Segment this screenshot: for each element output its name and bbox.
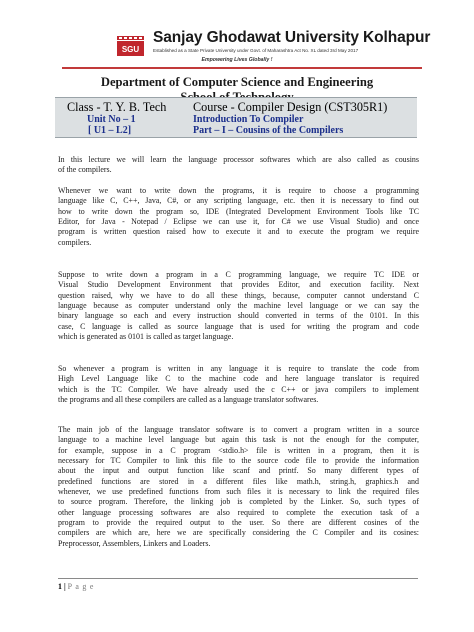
- part-title: Part – I – Cousins of the Compilers: [193, 125, 344, 136]
- paragraph: [58, 425, 419, 549]
- paragraph-line: The main job of the language translator software is to convert a program written in a source: [58, 425, 419, 434]
- paragraph-line: the programs and all these compilers are called as a language translator softwares.: [58, 395, 319, 405]
- paragraph-line: compilers are which are, here we are specifically considering the C Compiler and its cosines:: [58, 528, 419, 538]
- page-footer: [58, 582, 94, 591]
- paragraph-line: Preprocessor, Assemblers, Linkers and Loaders.: [58, 538, 211, 548]
- paragraph-line: language to a machine level language but again this task is not the enough for the computer,: [58, 435, 419, 445]
- university-logo: [115, 34, 146, 58]
- paragraph-line: about the input and output function like scanf and printf. So many different types of: [58, 466, 419, 476]
- unit-title: Introduction To Compiler: [193, 114, 304, 125]
- paragraph-line: to source program. Therefore, the linking job is completed by the Linker. So, such types of: [58, 497, 419, 507]
- paragraph-line: In this lecture we will learn the language processor softwares which are also called as cousins: [58, 155, 419, 164]
- paragraph: [58, 364, 419, 405]
- paragraph-line: Editor, for Java - Notepad / Eclipse we can use it, for C# we use Visual Studio) and once: [58, 217, 419, 227]
- footer-divider: [58, 578, 418, 579]
- paragraph-line: how to write down the program so, IDE (Integrated Development Environment Tools like TC: [58, 206, 419, 216]
- paragraph-line: program is written question raised how to execute it and to execute the program we require: [58, 227, 419, 237]
- paragraph-line: So whenever a program is written in any language it is require to translate the code from: [58, 364, 419, 373]
- paragraph-line: other language processing softwares are also required to complete the execution task of a: [58, 507, 419, 517]
- university-name: Sanjay Ghodawat University Kolhapur: [153, 29, 431, 46]
- department-title: Department of Computer Science and Engineering: [100, 75, 374, 89]
- paragraph-line: binary language so each and every instruction should converted in terms of the 0101. In this: [58, 311, 419, 321]
- paragraph: [58, 155, 419, 176]
- paragraph-line: whenever, we use predefined functions from such files it is necessary to link the required files: [58, 487, 419, 497]
- unit-number: Unit No – 1: [87, 114, 136, 125]
- paragraph-line: for example, suppose in a C program <stdio.h> file is written in a program, then it is: [58, 445, 419, 455]
- header-divider: [62, 67, 422, 69]
- paragraph-line: language like C, C++, Java, C#, or any scripting language, etc. then it is necessary to find out: [58, 196, 419, 206]
- paragraph-line: Suppose to write down a program in a C programming language, we require TC IDE or: [58, 270, 419, 279]
- page-label: P a g e: [67, 582, 95, 591]
- logo-text: SGU: [121, 45, 140, 54]
- paragraph-line: predefined functions are stored in a different files like math.h, string.h, graphics.h and: [58, 476, 419, 486]
- paragraph: [58, 186, 419, 248]
- paragraph-line: High Level Language like C to the machine code and here language translator is required: [58, 374, 419, 384]
- paragraph-line: compilers.: [58, 237, 92, 247]
- page-number: 1: [58, 582, 62, 591]
- lecture-code: [ U1 – L2]: [88, 125, 132, 136]
- paragraph-line: program to provide the required output to the user. So there are different cosines of the: [58, 518, 419, 528]
- course-info-table: [55, 97, 417, 138]
- tagline: Empowering Lives Globally !: [201, 57, 273, 63]
- paragraph-line: Visual Studio Development Environment that provides Editor, and execution facility. Next: [58, 280, 419, 290]
- paragraph-line: question raised, why we have to do all these things, because, computer cannot understand C: [58, 290, 419, 300]
- paragraph-line: which is the TC Compiler. We have already used the c C++ or java compilers to implement: [58, 384, 419, 394]
- paragraph-line: necessary for TC Compiler to link this file to the source code file to provide the information: [58, 456, 419, 466]
- establishment-line: Established as a State Private University under Govt. of Maharashtra Act No. XL dated 3rd May 2017: [153, 48, 359, 53]
- paragraph-line: which is generated as 0101 is called as target language.: [58, 332, 234, 342]
- paragraph-line: of the compilers.: [58, 165, 112, 175]
- paragraph-line: Whenever we want to write down the programs, it is require to choose a programming: [58, 186, 419, 195]
- course-label: Course - Compiler Design (CST305R1): [193, 100, 388, 114]
- paragraph-line: case, C language is called as source language that is used for writing the program and code: [58, 321, 419, 331]
- paragraph-line: language because as computer understand only the machine level language or we can say the: [58, 301, 419, 311]
- page-separator: |: [63, 582, 66, 591]
- paragraph: [58, 270, 419, 342]
- class-label: Class - T. Y. B. Tech: [67, 100, 167, 114]
